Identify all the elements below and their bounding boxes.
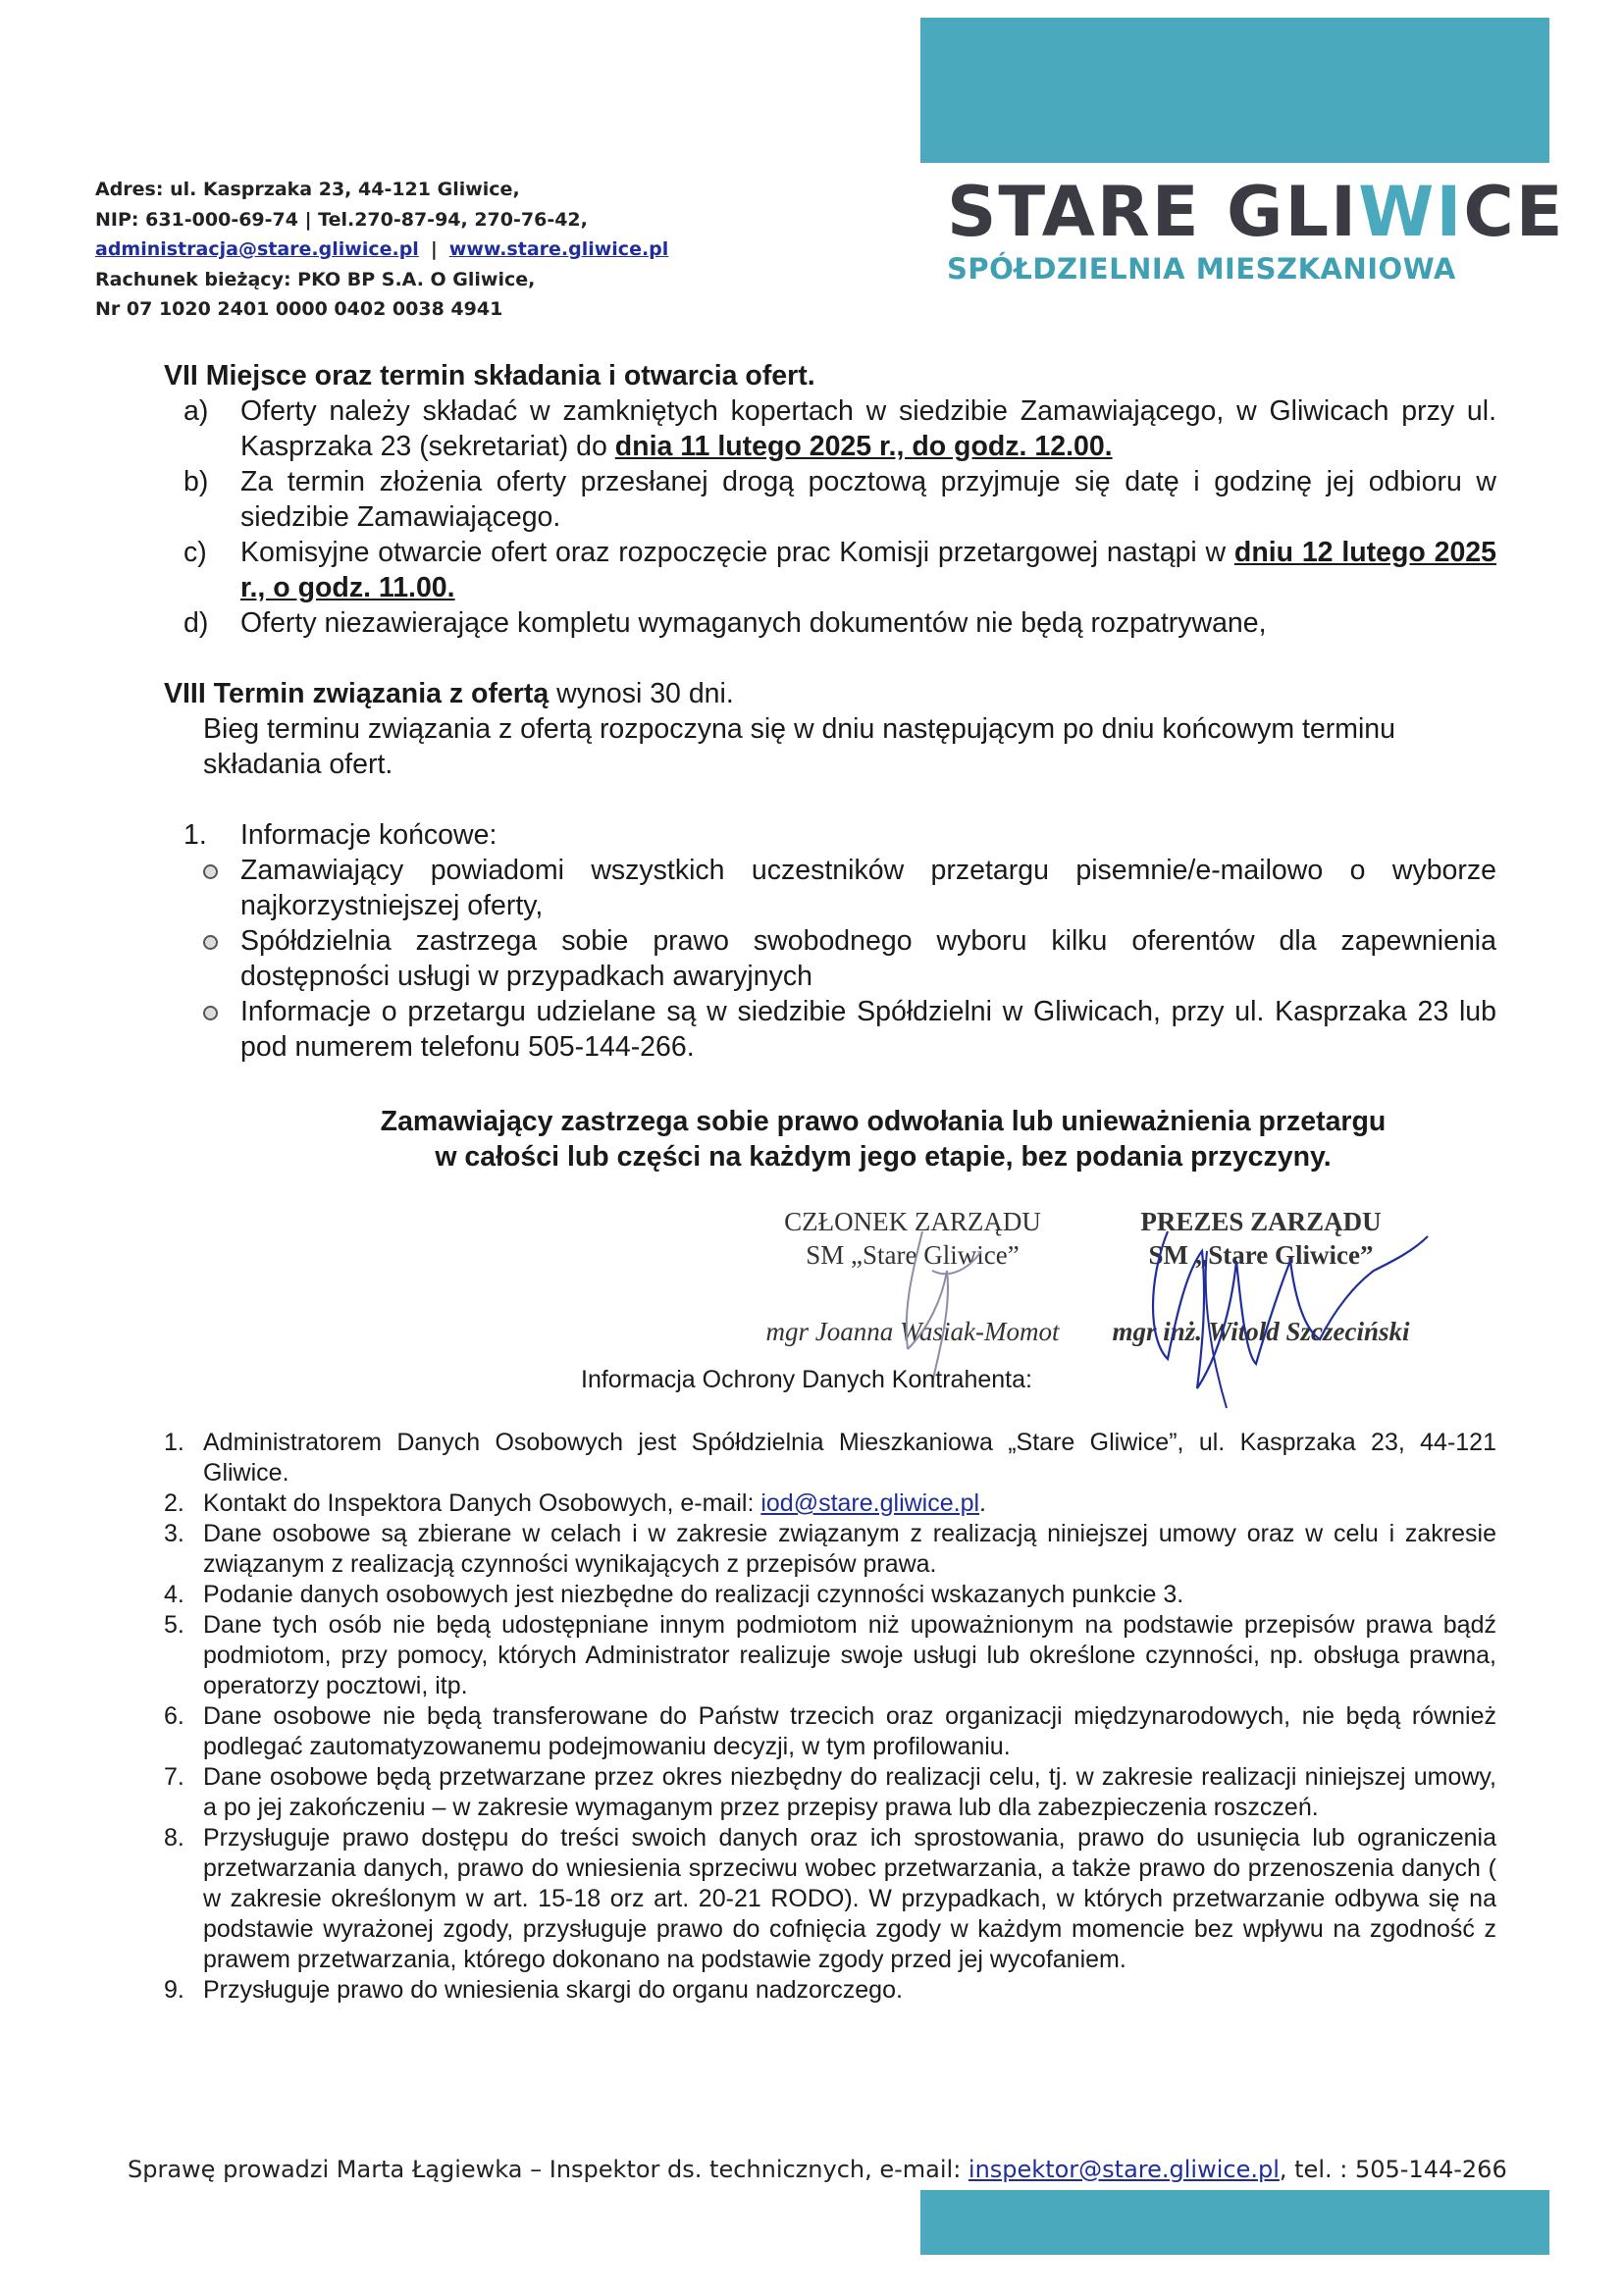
list-item: a) Oferty należy składać w zamkniętych kopertach w siedzibie Zamawiającego, w Gliwicach przy ul. Kasprzaka 23 (sekretariat) do dnia 11 lutego 2025 r., do godz. 12.00. [183,395,1496,462]
signer-role: PREZES ZARZĄDU [1140,1207,1382,1236]
reservation-notice: Zamawiający zastrzega sobie prawo odwołania lub unieważnienia przetargu w całości lub części na każdym jego etapie, bez podania przyczyny. [380,1106,1387,1173]
section-8-body: Bieg terminu związania z ofertą rozpoczyna się w dniu następującym po dniu końcowym terminu składania ofert. [203,713,1396,780]
signer-org: SM „Stare Gliwice” [1148,1240,1374,1270]
opening-date: dniu 12 lutego 2025 r., o godz. 11.00. [240,537,1496,603]
rodo-list [164,1428,1496,2006]
list-item: 5. Dane tych osób nie będą udostępniane innym podmiotom niż upoważnionym na podstawie przepisów prawa bądź podmiotom, przy pomocy, których Administrator realizuje swoje usługi lub określone czynności, np. obsługa prawna, operatorzy pocztowi, itp. [164,1611,1496,1699]
list-item: Informacje o przetargu udzielane są w siedzibie Spółdzielni w Gliwicach, przy ul. Kasprzaka 23 lub pod numerem telefonu 505-144-266. [164,994,1496,1065]
bank-account-number: Nr 07 1020 2401 0000 0402 0038 4941 [95,298,503,320]
company-logo [947,172,1565,288]
footer-color-band [920,2190,1549,2255]
signer-name: mgr inż. Witold Szczeciński [1112,1317,1410,1346]
handwritten-signature-left [883,1212,1001,1388]
submission-deadline: dnia 11 lutego 2025 r., do godz. 12.00. [614,431,1113,462]
website-link[interactable]: www.stare.gliwice.pl [448,238,669,260]
separator: | [430,238,438,260]
list-item: 2. Kontakt do Inspektora Danych Osobowych, e-mail: iod@stare.gliwice.pl. [164,1489,986,1517]
logo-name-part1: STARE GLI [947,172,1359,252]
logo-name-accent: WI [1358,172,1464,252]
bullet-icon [203,935,218,950]
iod-email-link[interactable]: iod@stare.gliwice.pl [760,1489,980,1517]
section-7-title: VII Miejsce oraz termin składania i otwarcia ofert. [164,360,815,391]
header-color-band [920,18,1549,163]
final-info-heading: 1. Informacje końcowe: [183,819,497,851]
list-item: 8. Przysługuje prawo dostępu do treści swoich danych oraz ich sprostowania, prawo do usunięcia lub ograniczenia przetwarzania danych, prawo do wniesienia sprzeciwu wobec przetwarzania, a także prawo do przenoszenia danych ( w zakresie określonym w art. 15-18 orz art. 20-21 RODO). W przypadkach, w których przetwarzanie odbywa się na podstawie wyrażonej zgody, przysługuje prawo do cofnięcia zgody w każdym momencie bez wpływu na zgodność z prawem przetwarzania, którego dokonano na podstawie zgody przed jej wycofaniem. [164,1824,1496,1973]
document-body [164,358,1496,1065]
contact-header [95,175,668,325]
signer-name: mgr Joanna Wasiak-Momot [765,1317,1060,1346]
list-item: Zamawiający powiadomi wszystkich uczestników przetargu pisemnie/e-mailowo o wyborze najkorzystniejszej oferty, [164,853,1496,923]
bullet-icon [203,864,218,879]
list-item: 1. Administratorem Danych Osobowych jest Spółdzielnia Mieszkaniowa „Stare Gliwice”, ul. Kasprzaka 23, 44-121 Gliwice. [164,1429,1496,1487]
list-item: c) Komisyjne otwarcie ofert oraz rozpoczęcie prac Komisji przetargowej nastąpi w dniu 12 lutego 2025 r., o godz. 11.00. [183,537,1496,603]
list-item: d) Oferty niezawierające kompletu wymaganych dokumentów nie będą rozpatrywane, [183,607,1267,639]
inspector-email-link[interactable]: inspektor@stare.gliwice.pl [968,2156,1280,2183]
rodo-title: Informacja Ochrony Danych Kontrahenta: [581,1366,1032,1393]
list-item: 4. Podanie danych osobowych jest niezbędne do realizacji czynności wskazanych punkcie 3. [164,1581,1184,1608]
list-item: b) Za termin złożenia oferty przesłanej drogą pocztową przyjmuje się datę i godzinę jej odbioru w siedzibie Zamawiającego. [183,466,1496,533]
footer-contact: Sprawę prowadzi Marta Łągiewka – Inspektor ds. technicznych, e-mail: inspektor@stare.gliwice.pl, tel. : 505-144-266 [128,2156,1507,2183]
signer-role: CZŁONEK ZARZĄDU [784,1207,1041,1236]
list-item: Spółdzielnia zastrzega sobie prawo swobodnego wyboru kilku oferentów dla zapewnienia dostępności usługi w przypadkach awaryjnych [164,923,1496,994]
list-item: 6. Dane osobowe nie będą transferowane do Państw trzecich oraz organizacji międzynarodowych, nie będą również podlegać zautomatyzowanemu podejmowaniu decyzji, w tym profilowaniu. [164,1702,1496,1760]
bank-account-label: Rachunek bieżący: PKO BP S.A. O Gliwice, [95,268,536,290]
nip-phone: NIP: 631-000-69-74 | Tel.270-87-94, 270-76-42, [95,208,588,231]
logo-subtitle: SPÓŁDZIELNIA MIESZKANIOWA [947,252,1456,286]
signer-org: SM „Stare Gliwice” [806,1240,1020,1270]
list-item: 7. Dane osobowe będą przetwarzane przez okres niezbędny do realizacji celu, tj. w zakresie realizacji niniejszej umowy, a po jej zakończeniu – w zakresie wymaganym przez przepisy prawa lub dla zabezpieczenia roszczeń. [164,1763,1496,1821]
logo-name-part2: CE [1463,172,1565,252]
list-item: 9. Przysługuje prawo do wniesienia skargi do organu nadzorczego. [164,1976,903,2004]
address: Adres: ul. Kasprzaka 23, 44-121 Gliwice, [95,179,520,200]
bullet-icon [203,1006,218,1020]
handwritten-signature-right [1109,1192,1442,1418]
email-link[interactable]: administracja@stare.gliwice.pl [95,238,419,260]
list-item: 3. Dane osobowe są zbierane w celach i w zakresie związanym z realizacją niniejszej umowy oraz w celu i zakresie związanym z realizacją czynności wynikających z przepisów prawa. [164,1520,1496,1578]
section-8-title: VIII Termin związania z ofertą wynosi 30 dni. [164,678,734,709]
